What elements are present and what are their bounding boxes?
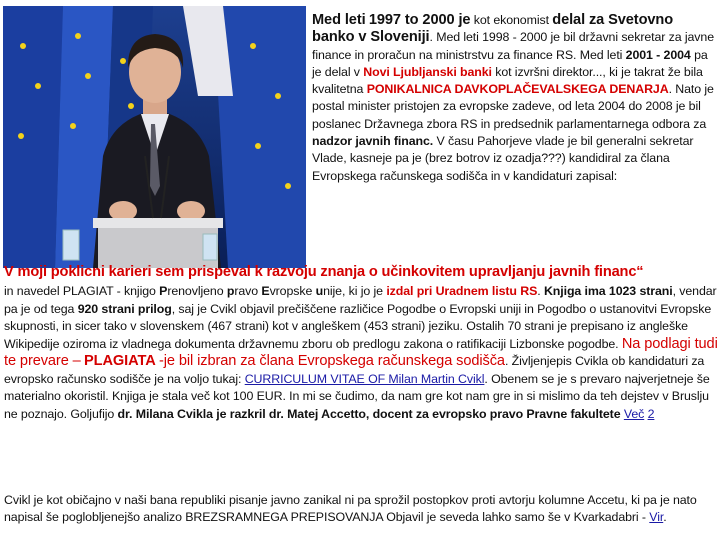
headline-quote: V moji poklicni karieri sem prispeval k razvoju znanja o učinkovitem upravljanju javnih financ“: [4, 264, 644, 280]
intro-years: 1997 to 2000 je: [368, 12, 471, 28]
body-text: . Življenjepis Cvikla ob kandidaturi za evropsko računsko sodišče je na voljo tukaj:: [4, 354, 705, 386]
intro-employer: delal za Svetovno banko v Sloveniji: [312, 12, 674, 46]
speaker-photo: [3, 6, 306, 268]
more-link[interactable]: Več: [623, 406, 645, 421]
title-initial: E: [261, 284, 270, 298]
intro-bank: Novi Ljubljanski banki: [363, 64, 492, 79]
appendix-highlight: 920 strani prilog: [77, 301, 172, 316]
fraud-highlight: -je bil izbran za člana Evropskega računskega sodišča: [159, 353, 505, 369]
body-text: ravo: [234, 284, 259, 298]
body-text: .: [663, 509, 667, 524]
intro-text: V času Pahorjeve vlade je bil generalni sekretar Vlade, kasneje pa je (brez botrov iz ozadja???) kandidiral za člana Evropskega računskega sodišča in v kandidaturi zapisal:: [312, 134, 694, 183]
plagiarism-highlight: PLAGIATA: [84, 353, 156, 369]
body-text: , vendar pa je od tega: [4, 284, 717, 316]
intro-committee: nadzor javnih financ.: [312, 134, 434, 149]
title-initial: P: [159, 284, 168, 298]
intro-text: pa je delal v: [312, 47, 708, 79]
intro-bank-description: PONIKALNICA DAVKOPLAČEVALSKEGA DENARJA: [366, 82, 669, 97]
body-text: in navedel PLAGIAT - knjigo: [4, 284, 156, 298]
intro-text: kot izvršni direktor..., ki je takrat že bila kvalitetna: [312, 64, 703, 97]
main-paragraph: [4, 283, 720, 423]
intro-text: . Nato je postal minister pristojen za evropske zadeve, od leta 2004 do 2008 je bil poslanec Državnega zbora RS in predsednik parlamentarnega odbora za: [312, 82, 714, 131]
exposer-highlight: dr. Milana Cvikla je razkril dr. Matej Accetto, docent za evropsko pravo Pravne fakultete: [117, 406, 621, 421]
title-initial: p: [226, 284, 235, 298]
intro-text: . Med leti 1998 - 2000 je bil državni sekretar za javne finance in proračun na ministrstvu za finance RS. Med leti: [312, 30, 714, 62]
cv-link[interactable]: CURRICULUM VITAE OF Milan Martin Cvikl: [244, 371, 485, 386]
intro-years: 2001 - 2004: [625, 47, 691, 62]
body-text: .: [537, 284, 541, 298]
body-text: nije, ki jo je: [323, 284, 383, 298]
body-text: Cvikl je kot običajno v naši bana republiki pisanje javno zanikal ni pa sprožil postopkov proti avtorju kolumne Accetu, ki pa je nato napisal še poglobljenejšo analizo BREZSRAMNEGA PREPISOVANJA Objavil je seveda lahko samo še v Kvarkadabri -: [4, 493, 697, 524]
body-text: , saj je Cvikl objavil prečiščene različice Pogodbe o Evropski uniji in Pogodbo o ustanovitvi Evropske skupnosti, in sicer tako v slovenskem (467 strani) kot v angleškem (453 strani) jeziku. Ostalih 70 strani je prepisano iz angleške Wikipedije oziroma iz vladnega dokumenta državnemu zboru ob predlogu zakona o ratifikaciji Lizbonske pogodbe.: [4, 301, 712, 351]
body-text: vropske: [269, 284, 313, 298]
body-text: renovljeno: [167, 284, 224, 298]
intro-text: kot ekonomist: [473, 13, 549, 27]
pages-highlight: Knjiga ima 1023 strani: [543, 284, 673, 298]
fraud-highlight: Na podlagi tudi te prevare –: [4, 335, 718, 369]
intro-paragraph: [312, 12, 718, 185]
title-initial: u: [315, 284, 324, 298]
body-text: . Obenem se je s prevaro najverjetneje še materialno okoristil. Knjiga je stala več kot 100 EUR. In mi se čudimo, da nam gre kot nam gre in si mislimo da teh dejstev v Bruslju ne poznajo. Goljufijo: [4, 371, 710, 421]
intro-text: Med leti: [312, 12, 366, 28]
more-link-number[interactable]: 2: [647, 406, 655, 421]
publisher-highlight: izdal pri Uradnem listu RS: [386, 284, 538, 298]
source-link[interactable]: Vir: [649, 509, 664, 524]
closing-paragraph: [4, 492, 720, 525]
